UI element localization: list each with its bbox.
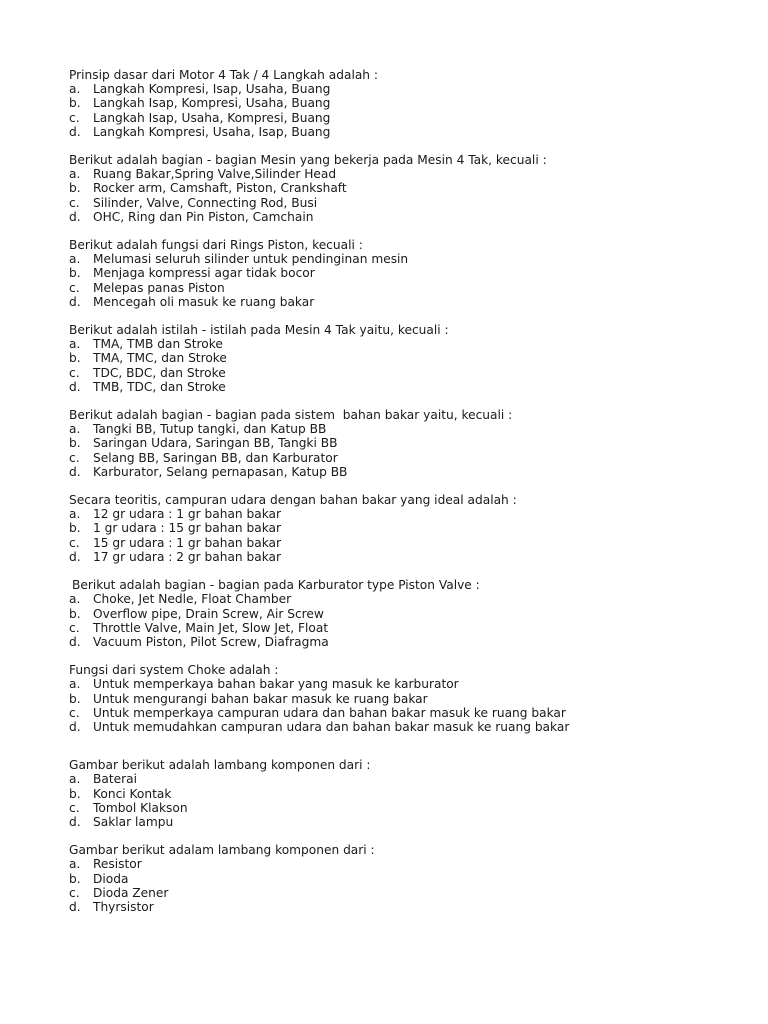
option-text: Saklar lampu [93, 814, 174, 829]
option-text: Choke, Jet Nedle, Float Chamber [93, 592, 292, 607]
document-page [69, 68, 729, 928]
option-letter: a. [69, 252, 81, 267]
option-text: Saringan Udara, Saringan BB, Tangki BB [93, 436, 338, 451]
option-d [69, 635, 729, 649]
option-d [69, 210, 729, 224]
option-text: Silinder, Valve, Connecting Rod, Busi [93, 195, 318, 210]
question-text: Prinsip dasar dari Motor 4 Tak / 4 Langkah adalah : [69, 68, 378, 82]
option-text: TMA, TMB dan Stroke [93, 337, 223, 352]
option-text: Langkah Kompresi, Usaha, Isap, Buang [93, 124, 331, 139]
option-letter: a. [69, 422, 81, 437]
option-text: Langkah Isap, Usaha, Kompresi, Buang [93, 110, 331, 125]
option-text: Karburator, Selang pernapasan, Katup BB [93, 464, 348, 479]
question-text: Berikut adalah istilah - istilah pada Mesin 4 Tak yaitu, kecuali : [69, 323, 449, 338]
option-a [69, 507, 729, 521]
option-letter: b. [69, 786, 81, 801]
option-text: 15 gr udara : 1 gr bahan bakar [93, 535, 282, 550]
option-a [69, 857, 729, 871]
option-c [69, 801, 729, 815]
option-letter: b. [69, 606, 81, 621]
option-letter: c. [69, 365, 80, 380]
question-3 [69, 238, 729, 309]
question-text: Gambar berikut adalah lambang komponen dari : [69, 758, 371, 773]
option-d [69, 125, 729, 139]
option-c [69, 621, 729, 635]
option-a [69, 337, 729, 351]
option-letter: a. [69, 507, 81, 522]
option-letter: c. [69, 885, 80, 900]
option-a [69, 167, 729, 181]
option-letter: a. [69, 337, 81, 352]
question-7 [69, 578, 729, 649]
option-c [69, 111, 729, 125]
option-text: Baterai [93, 772, 137, 787]
option-text: TMA, TMC, dan Stroke [93, 351, 227, 366]
option-b [69, 436, 729, 450]
question-8 [69, 663, 729, 734]
option-text: Rocker arm, Camshaft, Piston, Crankshaft [93, 181, 347, 196]
option-a [69, 677, 729, 691]
option-text: Selang BB, Saringan BB, dan Karburator [93, 450, 338, 465]
option-text: Langkah Kompresi, Isap, Usaha, Buang [93, 82, 331, 97]
question-2 [69, 153, 729, 224]
option-letter: d. [69, 719, 81, 734]
question-text: Berikut adalah bagian - bagian pada sistem bahan bakar yaitu, kecuali : [69, 408, 513, 423]
option-a [69, 252, 729, 266]
option-c [69, 366, 729, 380]
option-letter: a. [69, 592, 81, 607]
question-text: Secara teoritis, campuran udara dengan bahan bakar yang ideal adalah : [69, 493, 517, 508]
question-4 [69, 323, 729, 394]
question-text: Gambar berikut adalam lambang komponen dari : [69, 843, 375, 858]
option-text: Konci Kontak [93, 786, 172, 801]
option-a [69, 772, 729, 786]
question-text: Berikut adalah bagian - bagian Mesin yang bekerja pada Mesin 4 Tak, kecuali : [69, 153, 547, 168]
option-letter: d. [69, 294, 81, 309]
option-text: Melumasi seluruh silinder untuk pendinginan mesin [93, 252, 409, 267]
question-9 [69, 758, 729, 829]
option-d [69, 815, 729, 829]
option-a [69, 82, 729, 96]
option-text: 12 gr udara : 1 gr bahan bakar [93, 507, 282, 522]
option-d [69, 900, 729, 914]
question-text: Fungsi dari system Choke adalah : [69, 663, 279, 678]
option-text: TMB, TDC, dan Stroke [93, 379, 226, 394]
option-letter: d. [69, 464, 81, 479]
question-1 [69, 68, 729, 139]
option-c [69, 196, 729, 210]
question-10 [69, 843, 729, 914]
option-text: Untuk memudahkan campuran udara dan bahan bakar masuk ke ruang bakar [93, 719, 570, 734]
option-text: Melepas panas Piston [93, 280, 225, 295]
option-text: 17 gr udara : 2 gr bahan bakar [93, 549, 282, 564]
option-text: Untuk mengurangi bahan bakar masuk ke ruang bakar [93, 691, 428, 706]
option-d [69, 295, 729, 309]
option-c [69, 451, 729, 465]
option-letter: d. [69, 379, 81, 394]
option-text: OHC, Ring dan Pin Piston, Camchain [93, 209, 314, 224]
option-d [69, 550, 729, 564]
option-b [69, 872, 729, 886]
option-letter: b. [69, 266, 81, 281]
option-letter: a. [69, 167, 81, 182]
question-5 [69, 408, 729, 479]
option-letter: c. [69, 110, 80, 125]
option-a [69, 422, 729, 436]
option-text: Thyrsistor [93, 899, 154, 914]
option-c [69, 886, 729, 900]
option-letter: d. [69, 549, 81, 564]
option-b [69, 787, 729, 801]
option-d [69, 465, 729, 479]
option-b [69, 692, 729, 706]
option-text: Ruang Bakar,Spring Valve,Silinder Head [93, 167, 337, 182]
option-b [69, 266, 729, 280]
option-text: Tangki BB, Tutup tangki, dan Katup BB [93, 422, 327, 437]
option-letter: b. [69, 181, 81, 196]
option-text: TDC, BDC, dan Stroke [93, 365, 226, 380]
option-letter: d. [69, 124, 81, 139]
option-b [69, 181, 729, 195]
option-letter: c. [69, 800, 80, 815]
option-letter: a. [69, 772, 81, 787]
option-text: Resistor [93, 857, 142, 872]
option-letter: b. [69, 351, 81, 366]
option-b [69, 607, 729, 621]
option-letter: c. [69, 705, 80, 720]
option-text: Vacuum Piston, Pilot Screw, Diafragma [93, 634, 329, 649]
option-letter: b. [69, 691, 81, 706]
option-b [69, 521, 729, 535]
option-text: Tombol Klakson [93, 800, 188, 815]
option-text: Mencegah oli masuk ke ruang bakar [93, 294, 315, 309]
question-text: Berikut adalah fungsi dari Rings Piston, kecuali : [69, 238, 363, 253]
option-d [69, 380, 729, 394]
option-letter: c. [69, 535, 80, 550]
option-text: Dioda Zener [93, 885, 169, 900]
option-letter: c. [69, 280, 80, 295]
option-letter: b. [69, 521, 81, 536]
option-letter: b. [69, 436, 81, 451]
option-letter: a. [69, 857, 81, 872]
option-letter: c. [69, 195, 80, 210]
option-letter: d. [69, 899, 81, 914]
option-text: Throttle Valve, Main Jet, Slow Jet, Float [93, 620, 329, 635]
option-letter: b. [69, 871, 81, 886]
option-letter: d. [69, 814, 81, 829]
option-text: Untuk memperkaya bahan bakar yang masuk ke karburator [93, 677, 459, 692]
option-c [69, 536, 729, 550]
option-letter: a. [69, 82, 81, 97]
option-text: Langkah Isap, Kompresi, Usaha, Buang [93, 96, 331, 111]
option-letter: b. [69, 96, 81, 111]
option-text: 1 gr udara : 15 gr bahan bakar [93, 521, 282, 536]
option-letter: a. [69, 677, 81, 692]
option-c [69, 281, 729, 295]
option-text: Untuk memperkaya campuran udara dan bahan bakar masuk ke ruang bakar [93, 705, 566, 720]
option-text: Overflow pipe, Drain Screw, Air Screw [93, 606, 324, 621]
option-d [69, 720, 729, 734]
option-text: Dioda [93, 871, 129, 886]
option-letter: d. [69, 634, 81, 649]
option-c [69, 706, 729, 720]
option-text: Menjaga kompressi agar tidak bocor [93, 266, 315, 281]
option-letter: d. [69, 209, 81, 224]
option-letter: c. [69, 620, 80, 635]
question-text: Berikut adalah bagian - bagian pada Karburator type Piston Valve : [72, 578, 480, 593]
option-letter: c. [69, 450, 80, 465]
option-b [69, 96, 729, 110]
option-a [69, 592, 729, 606]
option-b [69, 351, 729, 365]
question-6 [69, 493, 729, 564]
